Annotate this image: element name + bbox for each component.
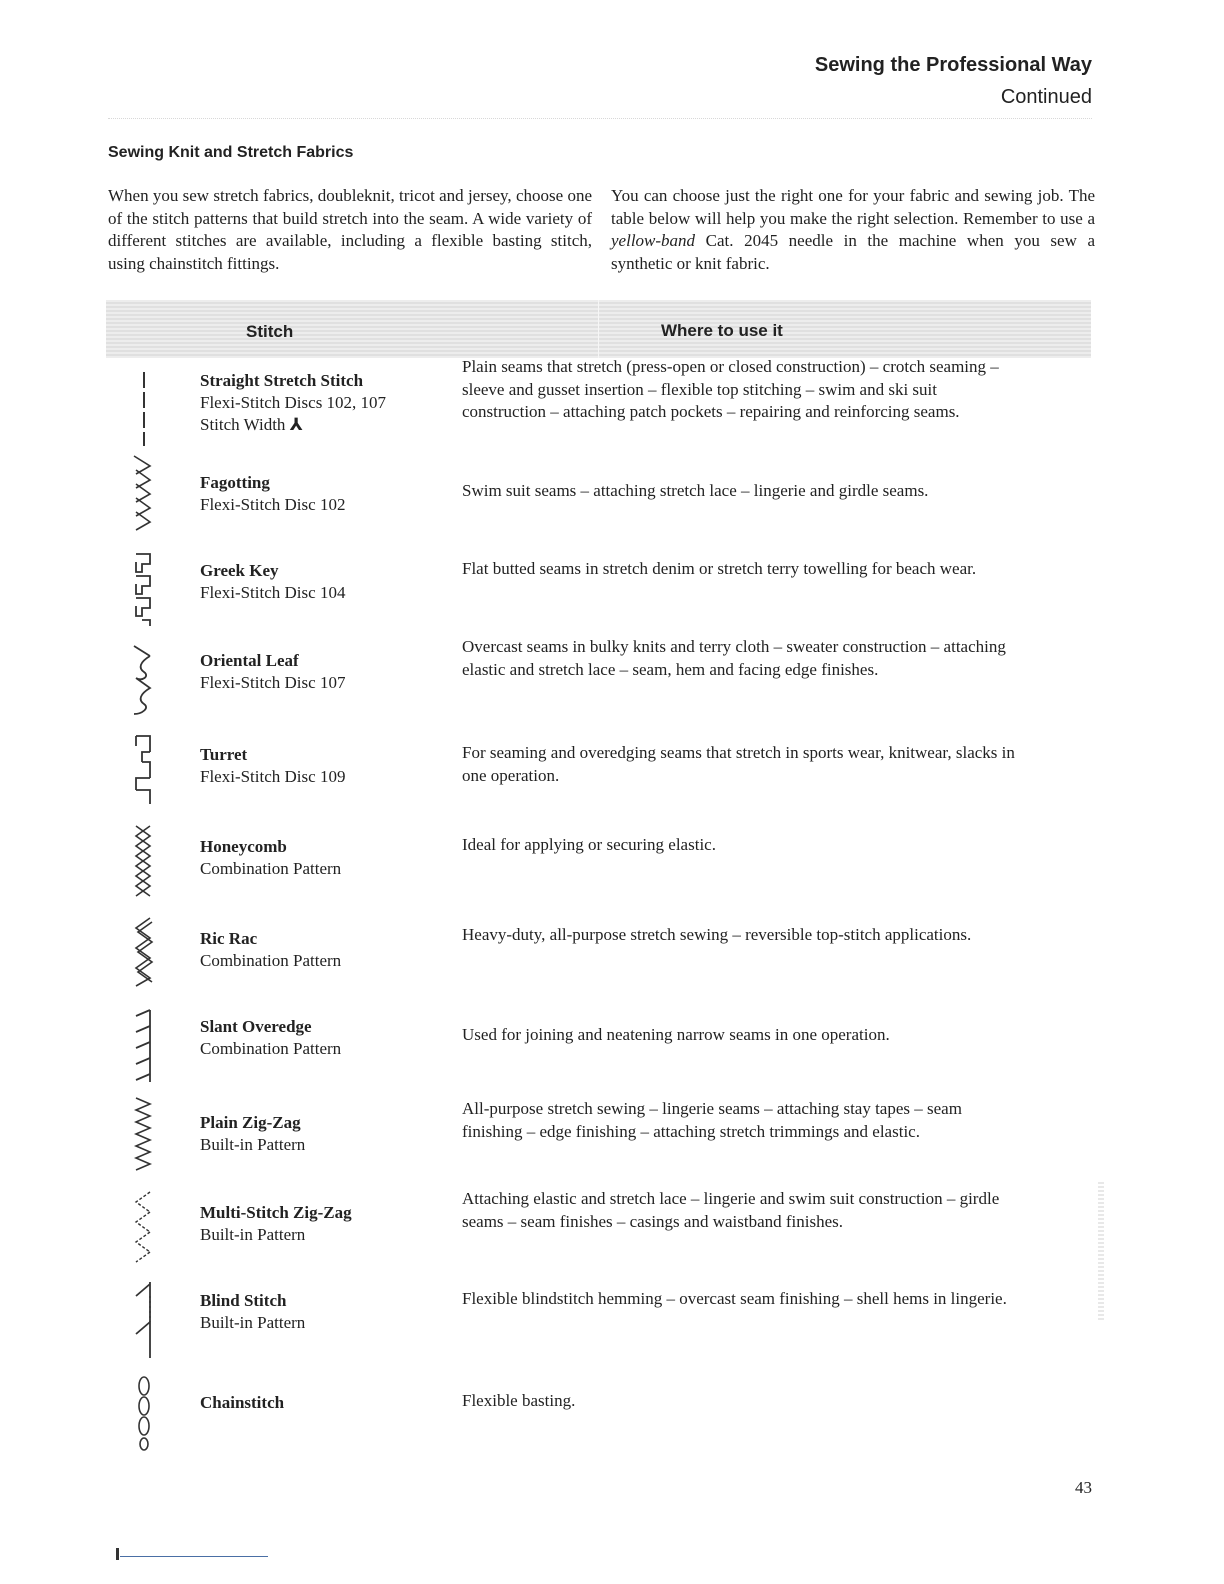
stitch-name: Blind Stitch <box>200 1291 287 1310</box>
stitch-name: Oriental Leaf <box>200 651 299 670</box>
stitch-detail: Combination Pattern <box>200 1039 342 1058</box>
intro-paragraph-left: When you sew stretch fabrics, doubleknit, tricot and jersey, choose one of the stitch patterns that build stretch into the seam. A wide variety of different stitches are available, including a flexible basting stitch, using chainstitch fittings. <box>108 186 592 273</box>
multi-stitch-zigzag-icon <box>120 1188 168 1268</box>
stitch-name: Honeycomb <box>200 837 287 856</box>
column-header-where-to-use: Where to use it <box>661 321 783 340</box>
slant-overedge-stitch-icon <box>120 1006 168 1084</box>
column-header-stitch: Stitch <box>246 322 294 341</box>
section-title: Sewing Knit and Stretch Fabrics <box>108 144 354 161</box>
stitch-name: Ric Rac <box>200 929 258 948</box>
stitch-usage: For seaming and overedging seams that stretch in sports wear, knitwear, slacks in one operation. <box>462 743 1015 785</box>
stitch-usage: Flexible blindstitch hemming – overcast seam finishing – shell hems in lingerie. <box>462 1289 1007 1308</box>
stitch-detail: Flexi-Stitch Disc 109 <box>200 767 346 786</box>
stitch-usage: Swim suit seams – attaching stretch lace – lingerie and girdle seams. <box>462 481 929 500</box>
scan-edge-mark <box>1098 1180 1104 1320</box>
intro-paragraph-right: You can choose just the right one for your fabric and sewing job. The table below will help you make the right selection. Remember to use a yellow-band Cat. 2045 needle in the machine when you sew a synthetic or knit fabric. <box>611 186 1095 273</box>
stitch-name: Turret <box>200 745 248 764</box>
stitch-usage: Attaching elastic and stretch lace – lingerie and swim suit construction – girdle seams – seam finishes – casings and waistband finishes. <box>462 1189 1000 1231</box>
stitch-usage: Flexible basting. <box>462 1391 576 1410</box>
stitch-detail: Flexi-Stitch Disc 104 <box>200 583 346 602</box>
running-header-subtitle: Continued <box>1000 86 1092 108</box>
page-number: 43 <box>1075 1478 1092 1497</box>
stitch-name: Plain Zig-Zag <box>200 1113 301 1132</box>
ric-rac-stitch-icon <box>120 914 168 990</box>
straight-stretch-stitch-icon <box>120 368 168 448</box>
stitch-name: Multi-Stitch Zig-Zag <box>200 1203 352 1222</box>
stitch-name: Greek Key <box>200 561 279 580</box>
stitch-usage: Plain seams that stretch (press-open or closed construction) – crotch seaming – sleeve and gusset insertion – flexible top stitching – swim and ski suit construction – attaching patch pockets – repairing and reinforcing seams. <box>462 357 999 421</box>
stitch-usage: Heavy-duty, all-purpose stretch sewing – reversible top-stitch applications. <box>462 925 972 944</box>
running-header-title: Sewing the Professional Way <box>814 54 1092 76</box>
footer-mark <box>116 1548 119 1560</box>
stitch-detail: Built-in Pattern <box>200 1225 306 1244</box>
stitch-detail: Flexi-Stitch Disc 107 <box>200 673 346 692</box>
stitch-detail: Flexi-Stitch Discs 102, 107 <box>200 393 387 412</box>
footer-rule <box>120 1556 268 1557</box>
chainstitch-icon <box>120 1374 168 1452</box>
stitch-usage: Ideal for applying or securing elastic. <box>462 835 716 854</box>
stitch-detail: Flexi-Stitch Disc 102 <box>200 495 346 514</box>
oriental-leaf-stitch-icon <box>120 642 168 718</box>
plain-zigzag-stitch-icon <box>120 1094 168 1174</box>
stitch-usage: Flat butted seams in stretch denim or stretch terry towelling for beach wear. <box>462 559 977 578</box>
stitch-usage: Used for joining and neatening narrow seams in one operation. <box>462 1025 890 1044</box>
stitch-usage: Overcast seams in bulky knits and terry cloth – sweater construction – attaching elastic and stretch lace – seam, hem and facing edge finishes. <box>462 637 1006 679</box>
stitch-usage: All-purpose stretch sewing – lingerie seams – attaching stay tapes – seam finishing – edge finishing – attaching stretch trimmings and elastic. <box>462 1099 962 1141</box>
fagotting-stitch-icon <box>120 452 168 536</box>
header-divider <box>108 118 1092 119</box>
stitch-width-symbol: ⅄ <box>289 415 303 434</box>
stitch-detail: Combination Pattern <box>200 951 342 970</box>
turret-stitch-icon <box>120 732 168 806</box>
stitch-detail: Built-in Pattern <box>200 1135 306 1154</box>
stitch-width: Stitch Width ⅄ <box>200 415 303 434</box>
yellow-band-emphasis: yellow-band <box>611 231 696 250</box>
greek-key-stitch-icon <box>120 548 168 628</box>
stitch-name: Straight Stretch Stitch <box>200 371 364 390</box>
stitch-detail: Built-in Pattern <box>200 1313 306 1332</box>
stitch-name: Fagotting <box>200 473 270 492</box>
stitch-name: Slant Overedge <box>200 1017 312 1036</box>
stitch-name: Chainstitch <box>200 1393 285 1412</box>
table-header <box>106 300 1091 358</box>
honeycomb-stitch-icon <box>120 822 168 900</box>
blind-stitch-icon <box>120 1278 168 1360</box>
stitch-detail: Combination Pattern <box>200 859 342 878</box>
